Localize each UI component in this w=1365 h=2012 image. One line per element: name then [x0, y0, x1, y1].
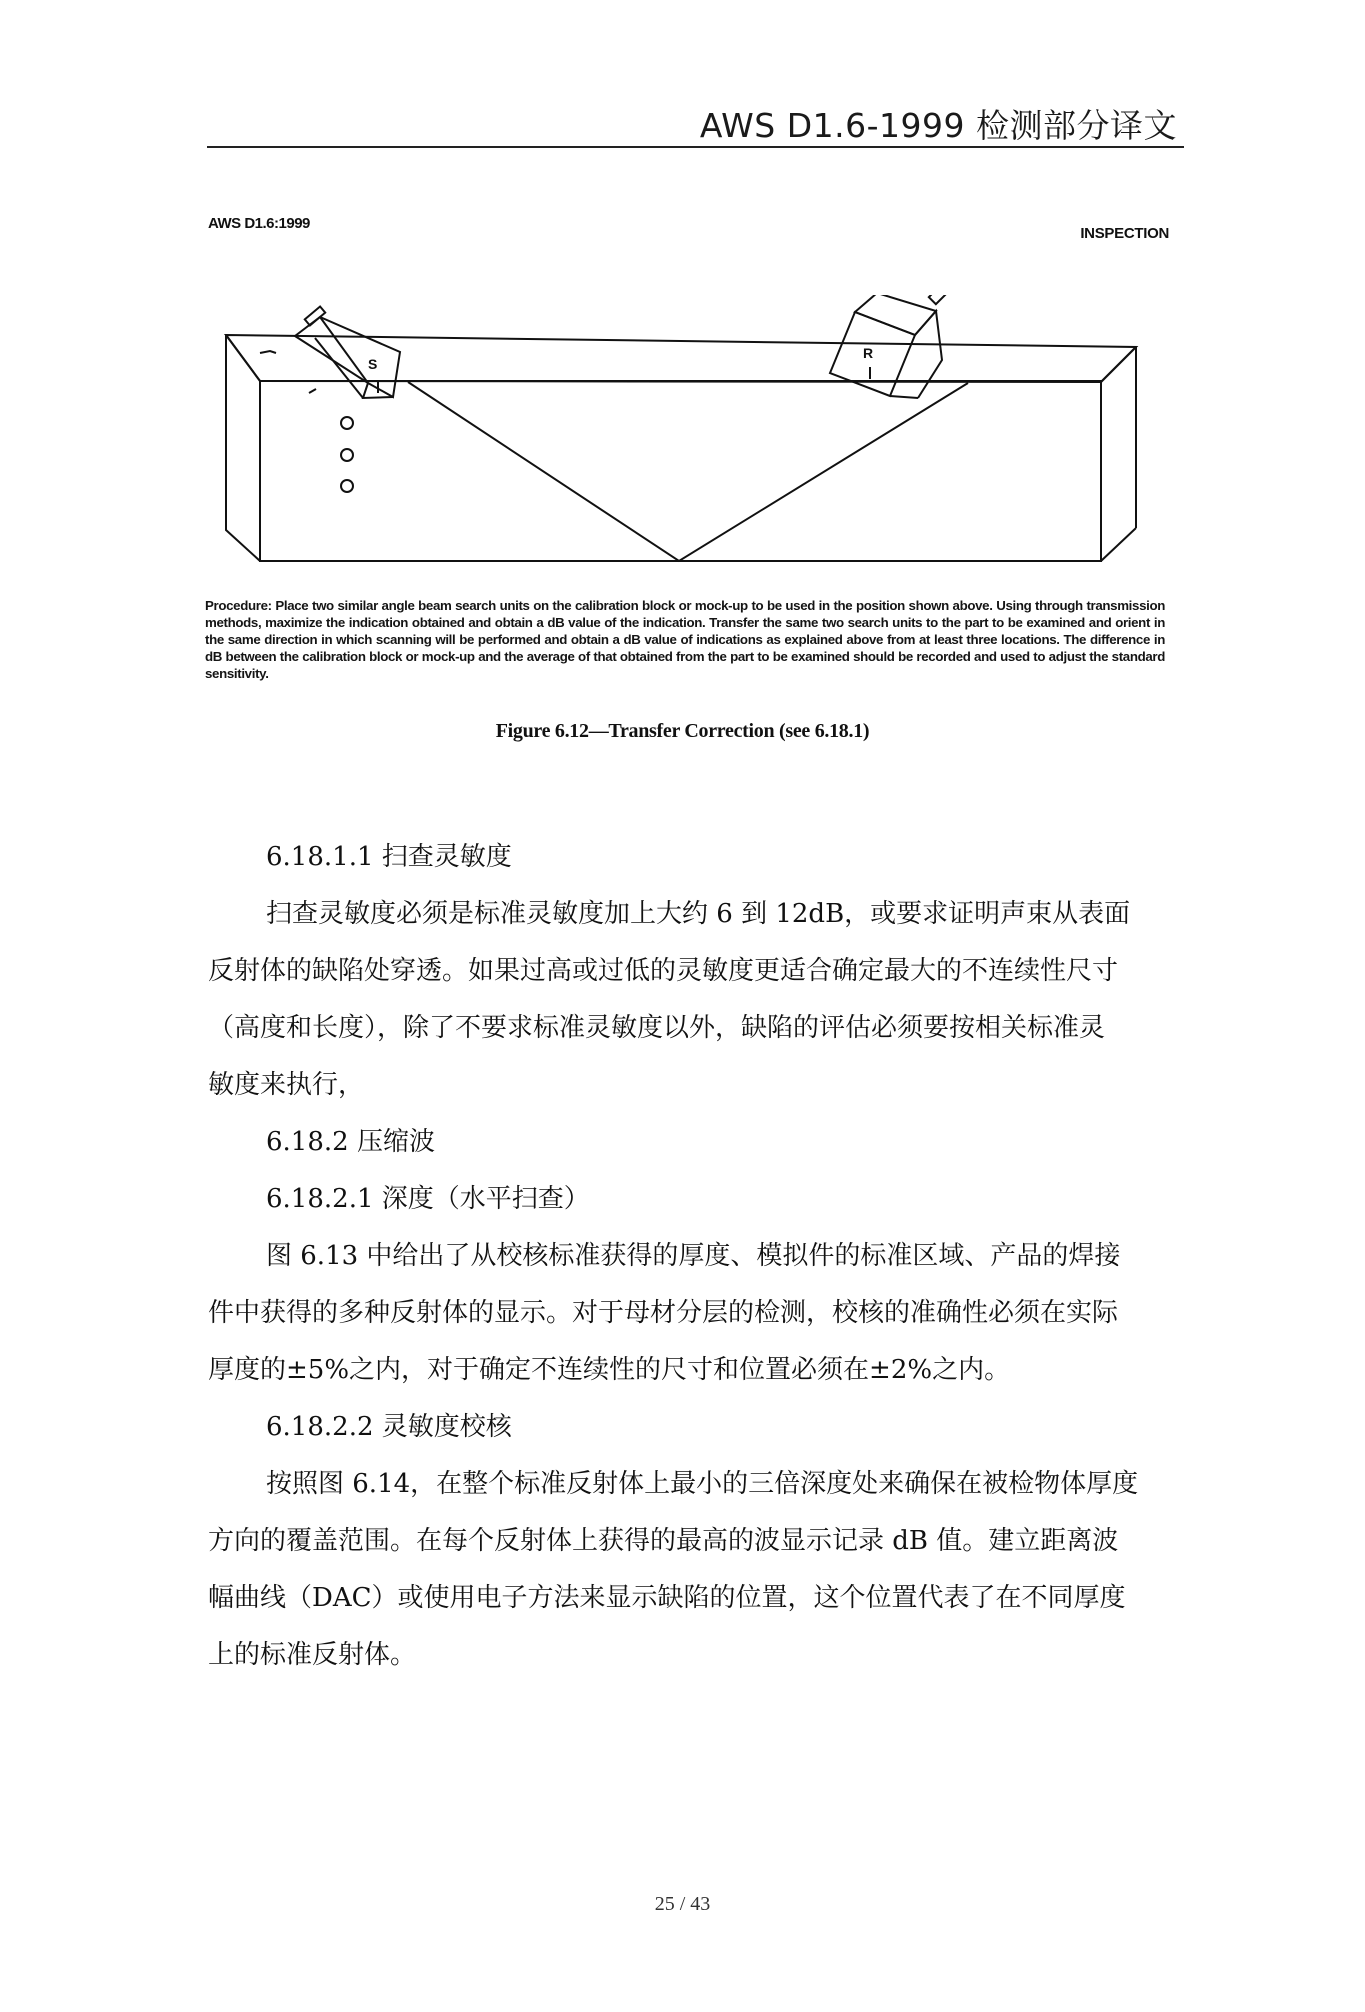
paragraph-line: 方向的覆盖范围。在每个反射体上获得的最高的波显示记录 dB 值。建立距离波	[208, 1526, 1119, 1556]
paragraph-line: 幅曲线（DAC）或使用电子方法来显示缺陷的位置，这个位置代表了在不同厚度	[208, 1583, 1126, 1613]
paragraph-line: 厚度的±5%之内，对于确定不连续性的尺寸和位置必须在±2%之内。	[208, 1355, 1011, 1385]
paragraph-line: 敏度来执行，	[208, 1070, 365, 1100]
block-mark	[260, 351, 276, 353]
calibration-block-front	[260, 381, 1101, 561]
page-number: 25 / 43	[654, 1893, 711, 1915]
paragraph-line: 上的标准反射体。	[208, 1640, 417, 1670]
paragraph-depth	[208, 1228, 1183, 1399]
sound-beam-path	[408, 382, 968, 561]
search-unit-s-label: S	[368, 356, 378, 372]
paragraph-line: 扫查灵敏度必须是标准灵敏度加上大约 6 到 12dB，或要求证明声束从表面	[266, 899, 1131, 929]
search-unit-r-label: R	[863, 345, 874, 361]
scanned-page-left-label: AWS D1.6:1999	[208, 215, 310, 232]
paragraph-line: 图 6.13 中给出了从校核标准获得的厚度、模拟件的标准区域、产品的焊接	[266, 1241, 1121, 1271]
header-rule	[207, 146, 1184, 148]
section-heading-6-18-2-1: 6.18.2.1 深度（水平扫查）	[266, 1184, 590, 1214]
paragraph-line: 件中获得的多种反射体的显示。对于母材分层的检测，校核的准确性必须在实际	[208, 1298, 1119, 1328]
section-heading-6-18-2: 6.18.2 压缩波	[266, 1127, 435, 1157]
paragraph-line: （高度和长度），除了不要求标准灵敏度以外，缺陷的评估必须要按相关标准灵	[208, 1013, 1106, 1043]
paragraph-line: 按照图 6.14，在整个标准反射体上最小的三倍深度处来确保在被检物体厚度	[266, 1469, 1139, 1499]
side-drilled-hole	[341, 449, 353, 461]
calibration-block-left-side	[226, 335, 260, 561]
section-heading-6-18-2-2: 6.18.2.2 灵敏度校核	[266, 1412, 512, 1442]
side-drilled-hole	[341, 417, 353, 429]
section-heading-6-18-1-1: 6.18.1.1 扫查灵敏度	[266, 842, 512, 872]
page-header-title: AWS D1.6-1999 检测部分译文	[699, 106, 1177, 145]
figure-caption: Figure 6.12—Transfer Correction (see 6.18.1)	[495, 720, 870, 742]
body-text	[208, 829, 1183, 1684]
scanned-page-right-label: INSPECTION	[1080, 225, 1169, 242]
paragraph-line: 反射体的缺陷处穿透。如果过高或过低的灵敏度更适合确定最大的不连续性尺寸	[208, 956, 1119, 986]
search-unit-s	[295, 307, 400, 398]
paragraph-sensitivity-check	[208, 1456, 1183, 1684]
side-drilled-hole	[341, 480, 353, 492]
paragraph-scan-sensitivity	[208, 886, 1183, 1114]
figure-procedure-text: Procedure: Place two similar angle beam search units on the calibration block or mock-up to be used in the position shown above. Using through transmission methods, maximize the indication obtained and obtain a dB value of the indication. Transfer the same two search units to the part to be examined and orient in the same direction in which scanning will be performed and obtain a dB value of indications as explained above from at least three locations. The difference in dB between the calibration block or mock-up and the average of that obtained from the part to be examined should be recorded and used to adjust the standard sensitivity.	[205, 598, 1165, 681]
transfer-correction-figure	[150, 295, 1170, 575]
